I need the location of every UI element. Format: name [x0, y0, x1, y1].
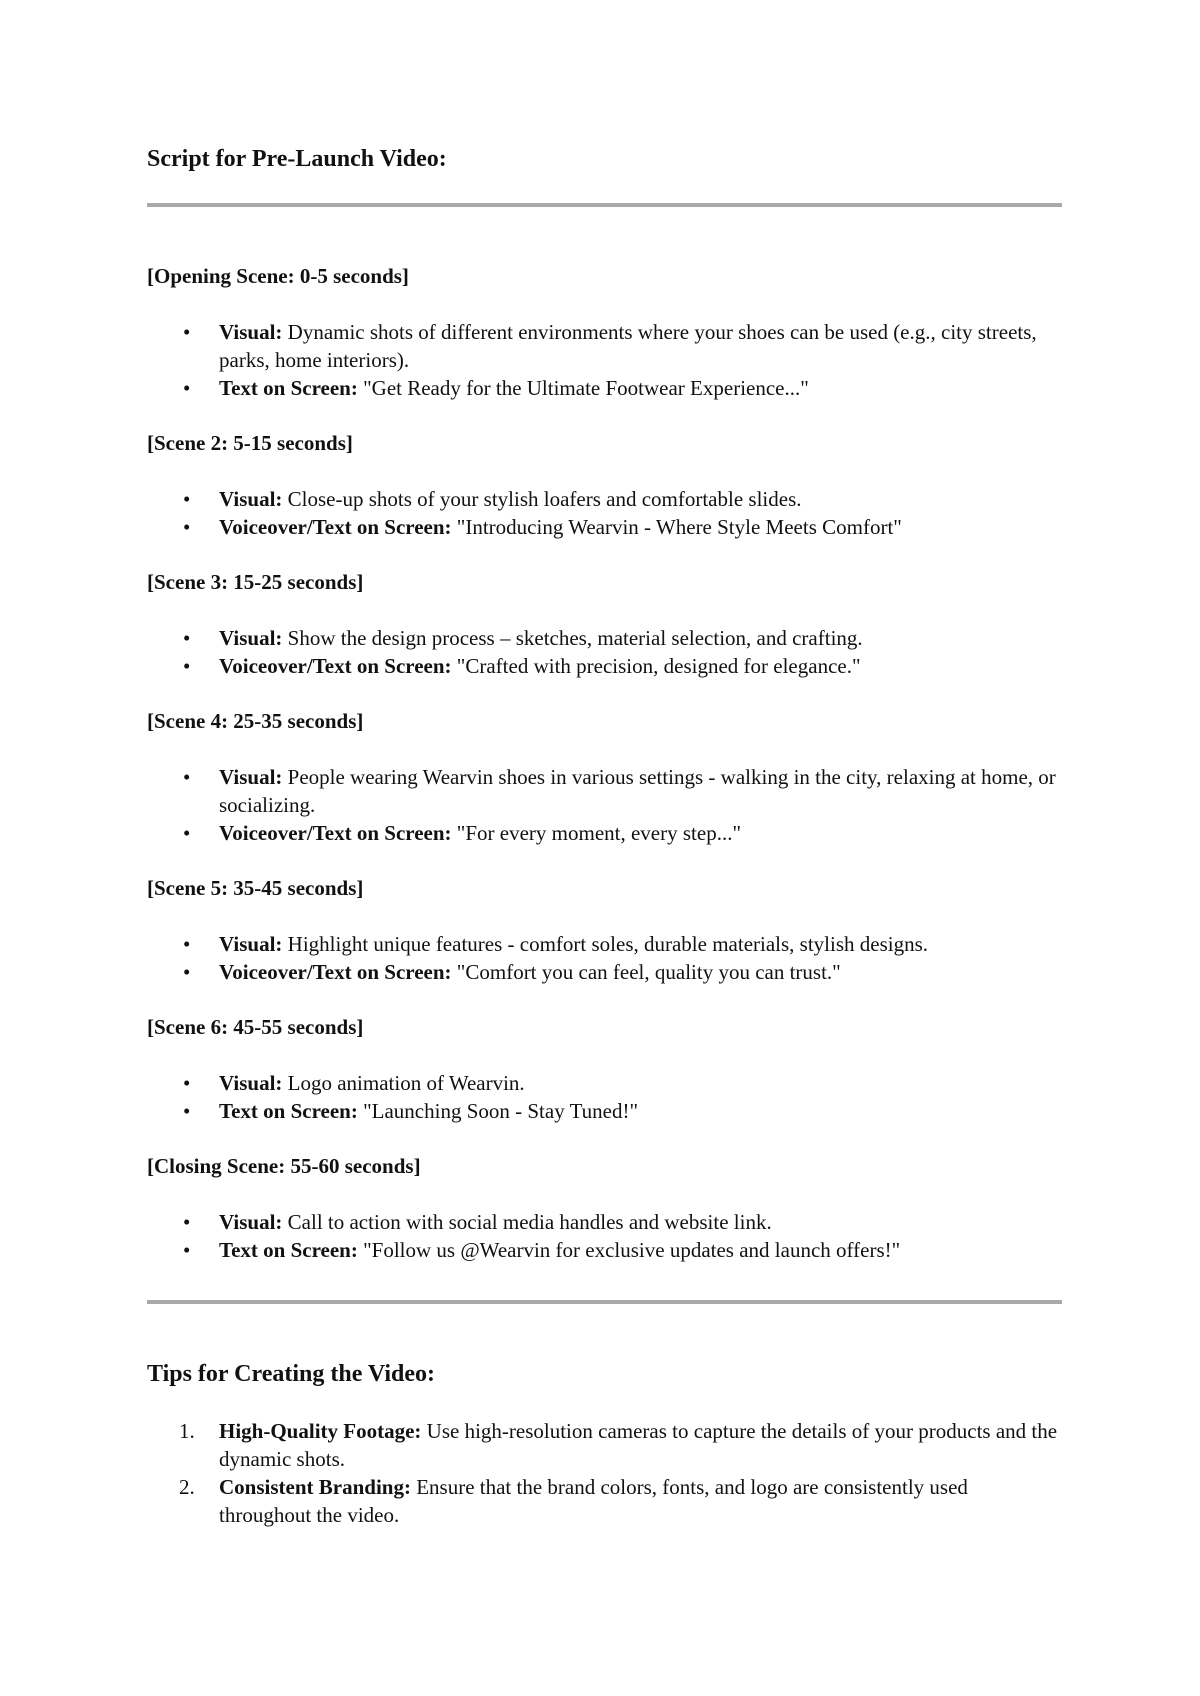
- scene-opening: [147, 262, 1062, 402]
- item-text: Close-up shots of your stylish loafers and comfortable slides.: [282, 487, 802, 511]
- item-label: Voiceover/Text on Screen:: [219, 821, 452, 845]
- item-text: Highlight unique features - comfort soles, durable materials, stylish designs.: [282, 932, 929, 956]
- scene-list: [147, 262, 1062, 1291]
- bullet-icon: •: [183, 320, 191, 344]
- tips-list: [147, 1417, 1062, 1529]
- item-text: Logo animation of Wearvin.: [282, 1071, 525, 1095]
- scene-heading: [Scene 3: 15-25 seconds]: [147, 570, 364, 594]
- bullet-icon: •: [183, 1210, 191, 1234]
- bullet-icon: •: [183, 487, 191, 511]
- item-text: "Get Ready for the Ultimate Footwear Experience...": [357, 376, 809, 400]
- bullet-icon: •: [183, 765, 191, 789]
- item-label: Visual:: [219, 765, 283, 789]
- item-text: "Introducing Wearvin - Where Style Meets Comfort": [451, 515, 902, 539]
- item-label: Consistent Branding:: [219, 1475, 411, 1499]
- bullet-icon: •: [183, 960, 191, 984]
- item-label: Text on Screen:: [219, 1238, 358, 1262]
- list-item: [147, 485, 1062, 513]
- item-text: "Comfort you can feel, quality you can trust.": [451, 960, 841, 984]
- item-label: Visual:: [219, 932, 283, 956]
- item-text: Call to action with social media handles and website link.: [282, 1210, 772, 1234]
- item-label: Visual:: [219, 487, 283, 511]
- item-label: Visual:: [219, 1071, 283, 1095]
- item-label: Visual:: [219, 1210, 283, 1234]
- bullet-icon: •: [183, 821, 191, 845]
- item-text: People wearing Wearvin shoes in various settings - walking in the city, relaxing at home, or socializing.: [219, 765, 1056, 817]
- list-item: [147, 1208, 1062, 1236]
- list-item: [147, 318, 1062, 374]
- scene-5: [147, 874, 1062, 986]
- item-label: Voiceover/Text on Screen:: [219, 960, 452, 984]
- item-number: 1.: [179, 1419, 195, 1443]
- scene-heading: [Scene 2: 5-15 seconds]: [147, 431, 353, 455]
- list-item: [147, 1097, 1062, 1125]
- scene-bullet-list: [147, 1208, 1062, 1264]
- scene-3: [147, 568, 1062, 680]
- item-text: "Crafted with precision, designed for elegance.": [451, 654, 861, 678]
- list-item: [147, 819, 1062, 847]
- scene-2: [147, 429, 1062, 541]
- tips-title: Tips for Creating the Video:: [147, 1361, 436, 1387]
- item-label: Voiceover/Text on Screen:: [219, 654, 452, 678]
- list-item: [147, 513, 1062, 541]
- list-item: [147, 1069, 1062, 1097]
- scene-bullet-list: [147, 318, 1062, 402]
- scene-bullet-list: [147, 485, 1062, 541]
- item-label: High-Quality Footage:: [219, 1419, 422, 1443]
- scene-4: [147, 707, 1062, 847]
- bullet-icon: •: [183, 932, 191, 956]
- bullet-icon: •: [183, 626, 191, 650]
- item-label: Text on Screen:: [219, 1099, 358, 1123]
- list-item: [147, 374, 1062, 402]
- list-item: [147, 958, 1062, 986]
- item-label: Text on Screen:: [219, 376, 358, 400]
- bullet-icon: •: [183, 654, 191, 678]
- list-item: [147, 763, 1062, 819]
- list-item: [147, 652, 1062, 680]
- bullet-icon: •: [183, 1071, 191, 1095]
- list-item: [147, 1417, 1062, 1473]
- scene-6: [147, 1013, 1062, 1125]
- item-text: "Launching Soon - Stay Tuned!": [357, 1099, 639, 1123]
- scene-closing: [147, 1152, 1062, 1264]
- item-text: "Follow us @Wearvin for exclusive updates and launch offers!": [357, 1238, 901, 1262]
- scene-heading: [Scene 4: 25-35 seconds]: [147, 709, 364, 733]
- document-title: Script for Pre-Launch Video:: [147, 146, 447, 172]
- item-number: 2.: [179, 1475, 195, 1499]
- item-label: Visual:: [219, 626, 283, 650]
- horizontal-rule-top: [147, 203, 1062, 207]
- item-label: Voiceover/Text on Screen:: [219, 515, 452, 539]
- scene-bullet-list: [147, 1069, 1062, 1125]
- scene-bullet-list: [147, 624, 1062, 680]
- item-label: Visual:: [219, 320, 283, 344]
- item-text: "For every moment, every step...": [451, 821, 742, 845]
- list-item: [147, 1473, 1062, 1529]
- bullet-icon: •: [183, 1099, 191, 1123]
- list-item: [147, 624, 1062, 652]
- list-item: [147, 1236, 1062, 1264]
- item-text: Ensure that the brand colors, fonts, and logo are consistently used throughout the video.: [219, 1475, 968, 1527]
- item-text: Use high-resolution cameras to capture the details of your products and the dynamic shots.: [219, 1419, 1058, 1471]
- horizontal-rule-bottom: [147, 1300, 1062, 1304]
- bullet-icon: •: [183, 515, 191, 539]
- item-text: Dynamic shots of different environments where your shoes can be used (e.g., city streets, parks, home interiors).: [219, 320, 1037, 372]
- scene-heading: [Scene 5: 35-45 seconds]: [147, 876, 364, 900]
- scene-heading: [Closing Scene: 55-60 seconds]: [147, 1154, 421, 1178]
- scene-bullet-list: [147, 930, 1062, 986]
- scene-bullet-list: [147, 763, 1062, 847]
- list-item: [147, 930, 1062, 958]
- scene-heading: [Opening Scene: 0-5 seconds]: [147, 264, 409, 288]
- bullet-icon: •: [183, 376, 191, 400]
- bullet-icon: •: [183, 1238, 191, 1262]
- item-text: Show the design process – sketches, material selection, and crafting.: [282, 626, 863, 650]
- scene-heading: [Scene 6: 45-55 seconds]: [147, 1015, 364, 1039]
